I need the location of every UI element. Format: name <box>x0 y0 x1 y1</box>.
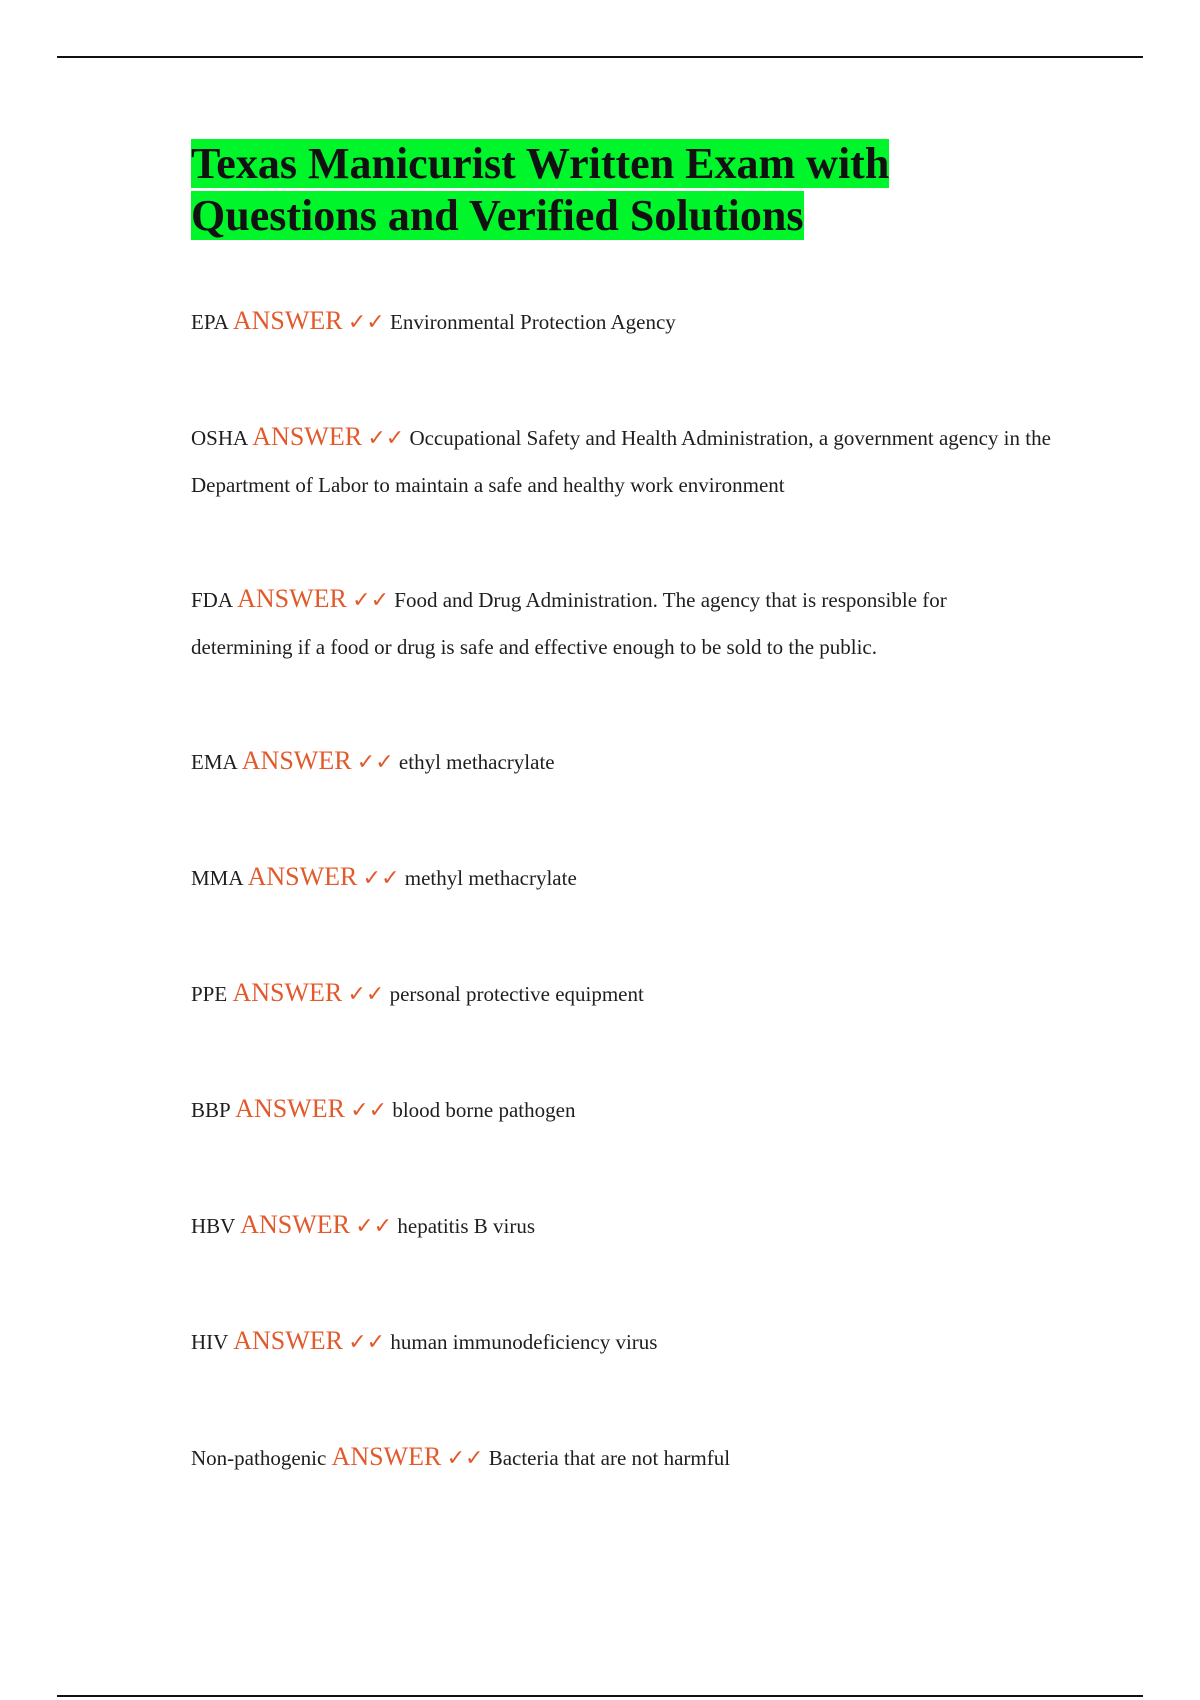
qa-term: MMA <box>191 866 243 890</box>
qa-term: Non-pathogenic <box>191 1446 327 1470</box>
qa-item-hbv <box>191 1202 1051 1250</box>
qa-item-non-pathogenic <box>191 1434 1051 1482</box>
answer-label: ANSWER <box>331 1442 442 1471</box>
qa-item-mma <box>191 854 1051 902</box>
answer-label: ANSWER <box>247 862 358 891</box>
qa-answer: Food and Drug Administration. The agency that is responsible for determining if a food or drug is safe and effective enough to be sold to the public. <box>191 588 947 659</box>
double-check-icon: ✓✓ <box>355 1214 393 1239</box>
qa-term: OSHA <box>191 426 248 450</box>
qa-answer: Environmental Protection Agency <box>390 310 676 334</box>
document-body <box>191 138 1051 1550</box>
answer-label: ANSWER <box>237 584 347 613</box>
double-check-icon: ✓✓ <box>446 1446 484 1471</box>
double-check-icon: ✓✓ <box>347 310 385 335</box>
header-rule <box>57 56 1143 58</box>
double-check-icon: ✓✓ <box>350 1098 388 1123</box>
qa-item-fda <box>191 576 1051 670</box>
title-line-2: Questions and Verified Solutions <box>191 191 804 240</box>
qa-answer: ethyl methacrylate <box>398 750 555 774</box>
answer-label: ANSWER <box>240 1210 350 1239</box>
qa-item-ppe <box>191 970 1051 1018</box>
answer-label: ANSWER <box>235 1094 345 1123</box>
qa-item-osha <box>191 414 1051 508</box>
answer-label: ANSWER <box>241 746 352 775</box>
qa-answer: personal protective equipment <box>389 982 644 1006</box>
qa-answer: hepatitis B virus <box>397 1214 536 1238</box>
title-line-1: Texas Manicurist Written Exam with <box>191 139 890 188</box>
double-check-icon: ✓✓ <box>352 588 390 613</box>
qa-term: BBP <box>191 1098 230 1122</box>
double-check-icon: ✓✓ <box>356 750 394 775</box>
answer-label: ANSWER <box>232 978 343 1007</box>
answer-label: ANSWER <box>233 1326 343 1355</box>
qa-answer: blood borne pathogen <box>392 1098 576 1122</box>
qa-item-bbp <box>191 1086 1051 1134</box>
qa-term: EPA <box>191 310 228 334</box>
qa-item-epa <box>191 298 1051 346</box>
qa-list <box>191 298 1051 1482</box>
qa-answer: Occupational Safety and Health Administration, a government agency in the Department of Labor to maintain a safe and healthy work environment <box>191 426 1051 497</box>
qa-answer: human immunodeficiency virus <box>390 1330 658 1354</box>
qa-term: EMA <box>191 750 237 774</box>
footer-rule <box>57 1695 1143 1697</box>
document-title <box>191 138 1051 242</box>
qa-answer: Bacteria that are not harmful <box>488 1446 731 1470</box>
qa-item-hiv <box>191 1318 1051 1366</box>
answer-label: ANSWER <box>252 422 363 451</box>
double-check-icon: ✓✓ <box>348 1330 386 1355</box>
qa-term: FDA <box>191 588 232 612</box>
double-check-icon: ✓✓ <box>347 982 385 1007</box>
qa-item-ema <box>191 738 1051 786</box>
qa-answer: methyl methacrylate <box>404 866 577 890</box>
double-check-icon: ✓✓ <box>367 426 405 451</box>
answer-label: ANSWER <box>232 306 343 335</box>
qa-term: PPE <box>191 982 228 1006</box>
qa-term: HIV <box>191 1330 228 1354</box>
double-check-icon: ✓✓ <box>362 866 400 891</box>
qa-term: HBV <box>191 1214 235 1238</box>
